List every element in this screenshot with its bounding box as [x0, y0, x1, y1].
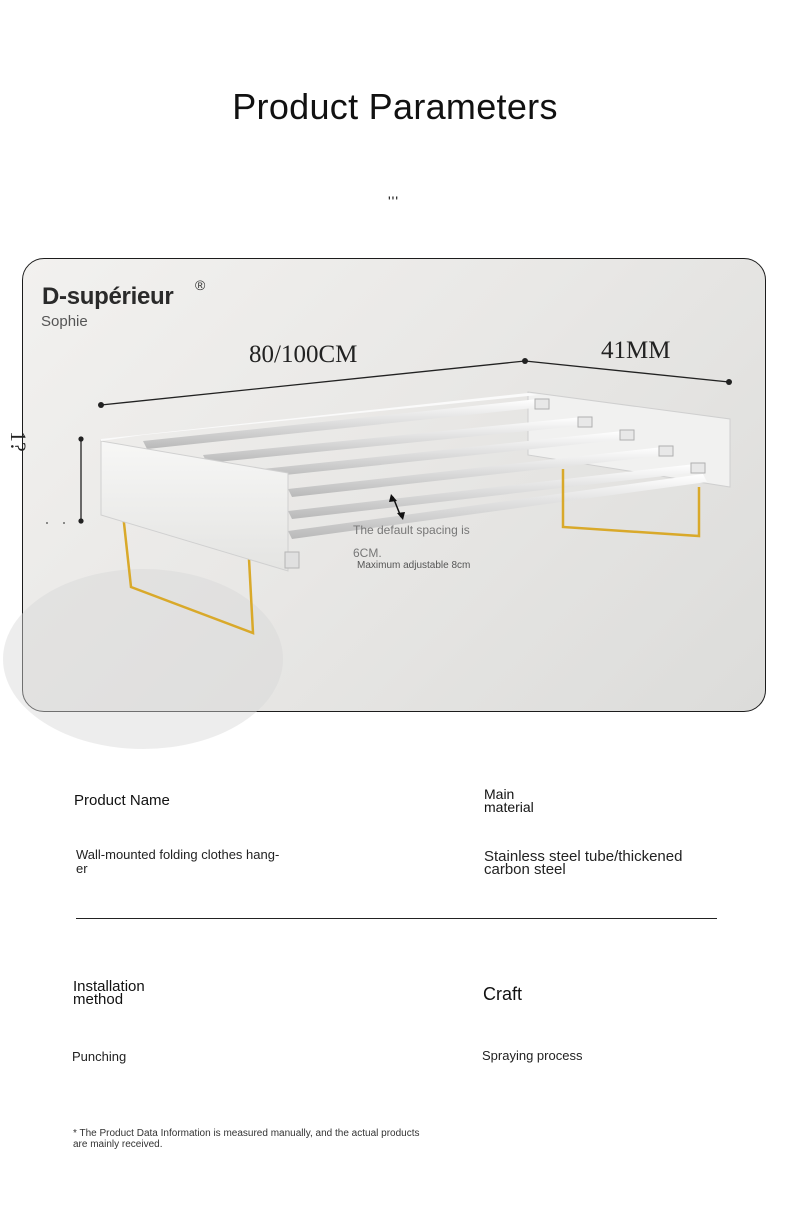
divider-mark: ''': [388, 193, 400, 209]
craft-label: Craft: [483, 984, 523, 1004]
dimension-dot: [46, 522, 48, 524]
craft-value: Spraying process: [482, 1048, 583, 1063]
footnote: * The Product Data Information is measured manually, and the actual products are mainly received.: [73, 1128, 420, 1150]
dimension-dot: [98, 402, 104, 408]
product-name-value: Wall-mounted folding clothes hang- er: [76, 847, 280, 876]
clothes-rack-illustration: [23, 259, 765, 711]
arrow-head: [389, 494, 397, 502]
main-material-label: Main material: [484, 786, 534, 815]
brand-logo: D-supérieur: [42, 283, 174, 310]
registered-mark: ®: [195, 277, 206, 293]
installation-method-label: Installation method: [73, 978, 145, 1008]
product-name-label: Product Name: [74, 792, 170, 809]
spacing-note: The default spacing is: [353, 523, 470, 537]
depth-dimension-label: 41MM: [601, 337, 671, 364]
spacing-note: 6CM.: [353, 546, 382, 560]
divider: [76, 918, 717, 919]
height-dimension-label: 1?: [6, 431, 31, 452]
dimension-dot: [63, 522, 65, 524]
main-material-value: Stainless steel tube/thickened carbon steel: [484, 848, 683, 878]
page-title: Product Parameters: [232, 86, 558, 127]
front-frame: [101, 441, 288, 571]
dimension-dot: [726, 379, 732, 385]
spacing-note: Maximum adjustable 8cm: [357, 560, 471, 571]
width-dimension-label: 80/100CM: [249, 341, 358, 368]
installation-method-value: Punching: [72, 1049, 127, 1064]
product-image-panel: [6, 258, 766, 712]
dimension-dot: [78, 518, 83, 523]
shadow: [3, 569, 283, 749]
dimension-dot: [78, 436, 83, 441]
end-cap: [285, 552, 299, 568]
sub-brand: Sophie: [41, 313, 88, 330]
